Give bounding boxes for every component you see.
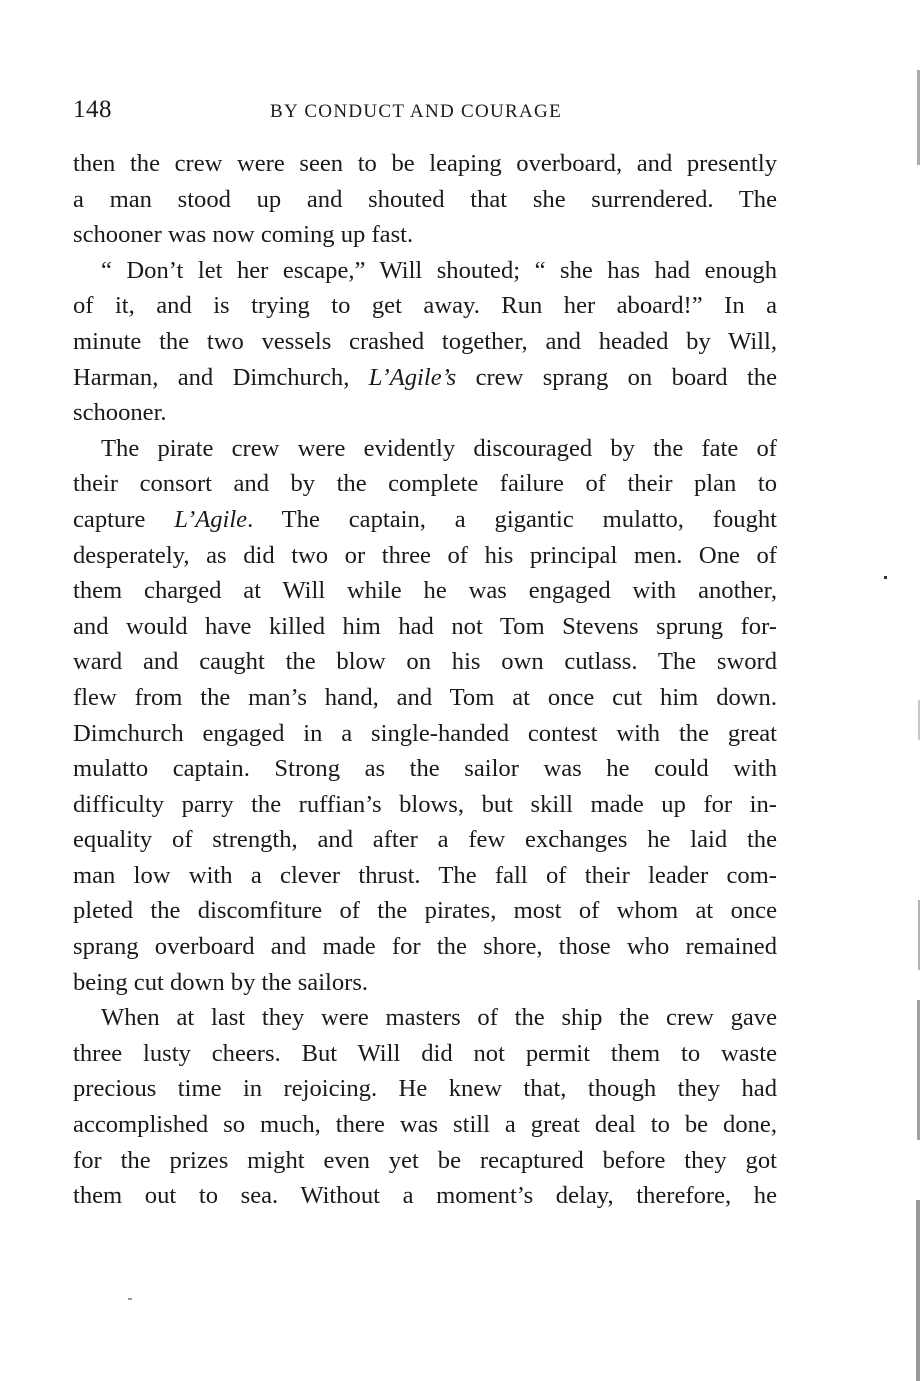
text-line: then the crew were seen to be leaping overboard, and presently [73, 150, 777, 177]
text-line: man low with a clever thrust. The fall of their leader com- [73, 861, 777, 889]
scan-speck [128, 1298, 132, 1300]
text-line: difficulty parry the ruffian’s blows, but skill made up for in- [73, 790, 777, 818]
scan-edge-artifact [913, 70, 923, 1381]
ship-name: L’Agile’s [368, 363, 457, 391]
text-line: them out to sea. Without a moment’s delay, therefore, he [73, 1182, 777, 1210]
text-line: capture L’Agile. The captain, a gigantic mulatto, fought [73, 505, 777, 533]
paragraph [73, 1000, 777, 1214]
text-line: their consort and by the complete failure of their plan to [73, 470, 777, 498]
text-line: of it, and is trying to get away. Run her aboard!” In a [73, 292, 777, 320]
text-line: precious time in rejoicing. He knew that, though they had [73, 1075, 777, 1103]
paragraph [73, 146, 777, 253]
text-line: and would have killed him had not Tom Stevens sprung for- [73, 612, 777, 640]
body-text [73, 146, 777, 1214]
text-line: Harman, and Dimchurch, L’Agile’s crew sprang on board the [73, 363, 777, 391]
paragraph [73, 431, 777, 1001]
text-line: three lusty cheers. But Will did not permit them to waste [73, 1039, 777, 1067]
text-line: for the prizes might even yet be recaptured before they got [73, 1146, 777, 1174]
text-line: The pirate crew were evidently discouraged by the fate of [101, 434, 777, 462]
text-line: pleted the discomfiture of the pirates, most of whom at once [73, 897, 777, 925]
running-head: BY CONDUCT AND COURAGE [270, 101, 562, 122]
ship-name: L’Agile [174, 505, 248, 533]
text-line: When at last they were masters of the ship the crew gave [101, 1004, 777, 1032]
text-line: desperately, as did two or three of his principal men. One of [73, 541, 777, 569]
text-line: schooner was now coming up fast. [73, 221, 414, 249]
text-line: schooner. [73, 399, 167, 427]
text-line: being cut down by the sailors. [73, 968, 369, 996]
page-number: 148 [73, 96, 112, 123]
text-line: them charged at Will while he was engaged with another, [73, 577, 777, 605]
text-line: sprang overboard and made for the shore, those who remained [73, 933, 777, 961]
scan-speck [884, 576, 887, 579]
paragraph [73, 253, 777, 431]
text-line: flew from the man’s hand, and Tom at once cut him down. [73, 683, 777, 711]
text-line: mulatto captain. Strong as the sailor was he could with [73, 755, 777, 783]
text-line: Dimchurch engaged in a single-handed contest with the great [73, 719, 777, 747]
text-line: “ Don’t let her escape,” Will shouted; “ she has had enough [101, 256, 777, 284]
text-line: minute the two vessels crashed together, and headed by Will, [73, 327, 777, 355]
text-line: a man stood up and shouted that she surrendered. The [73, 185, 777, 213]
text-line: equality of strength, and after a few exchanges he laid the [73, 826, 777, 854]
text-line: ward and caught the blow on his own cutlass. The sword [73, 648, 777, 676]
text-line: accomplished so much, there was still a great deal to be done, [73, 1111, 777, 1139]
